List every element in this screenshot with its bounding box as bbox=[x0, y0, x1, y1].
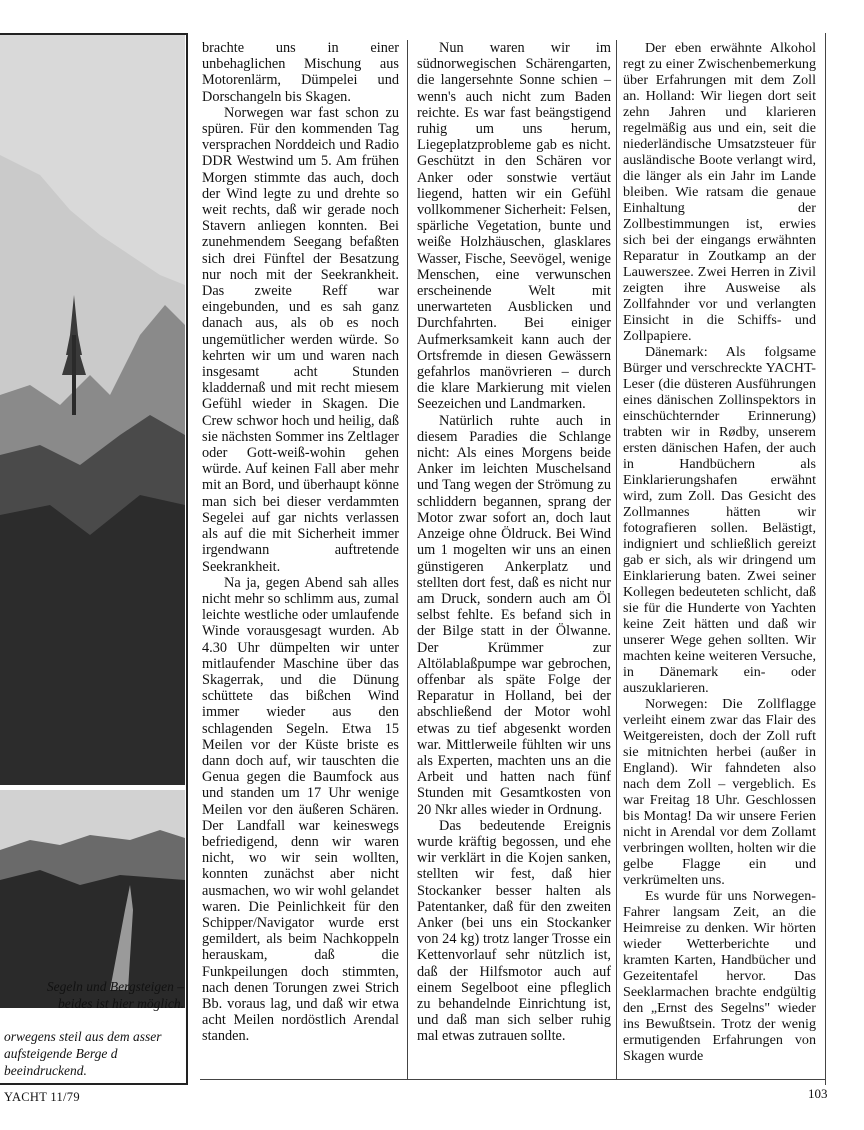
page-number: 103 bbox=[808, 1086, 828, 1101]
photo-fjord-image bbox=[0, 790, 185, 1008]
paragraph: Norwegen: Die Zollflagge verleiht einem zwar das Flair des Weitgereisten, doch der Zoll ruft sie mitnichten herbei (außer in England). Wir fahndeten also nach dem Zoll – vergeblich. Es war Freitag 18 Uhr. Geschlossen bis Montag! Da wir unsere Ferien nicht in Arendal vor dem Zollamt verbringen wollten, holten wir die gelbe Flagge ein und verkrümelten uns. bbox=[623, 696, 816, 888]
photo-caption-bottom: orwegens steil aus dem asser aufsteigende Berge d beeindruckend. bbox=[4, 1029, 162, 1078]
paragraph: Norwegen war fast schon zu spüren. Für den kommenden Tag versprachen Norddeich und Radio DDR Westwind um 5. Am frühen Morgen stimmte das auch, doch der Wind legte zu und drehte so weit rechts, daß wir gerade noch Stavern anliegen konnten. Bei zunehmendem Seegang befaßten sich drei Fünftel der Besatzung nur noch mit der Seekrankheit. Das zweite Reff war eingebunden, und es sah ganz danach aus, als ob es noch ungemütlicher werden würde. So kehrten wir um und waren nach insgesamt acht Stunden kladdernaß und mit recht miesem Gefühl wieder in Skagen. Die Crew schwor hoch und heilig, daß sie nächsten Sommer ins Zeltlager oder Gott-weiß-wohin gehen würde. Auf keinen Fall aber mehr mit an Bord, und überhaupt könne man sich bei dieser verdammten Segelei auf gar nichts verlassen als auf die mit Sicherheit immer irgendwann auftretende Seekrankheit. bbox=[202, 104, 399, 575]
paragraph: brachte uns in einer unbehaglichen Mischung aus Motorenlärm, Dümpelei und Dorschangeln bis Skagen. bbox=[202, 40, 399, 105]
paragraph: Natürlich ruhte auch in diesem Paradies die Schlange nicht: Als eines Morgens beide Anker im leichten Muschelsand und Tang wegen der Strömung zu schliddern begannen, sprang der Motor zwar sofort an, doch laut Anzeige ohne Öldruck. Bei Wind um 1 mogelten wir uns an einen günstigeren Ankerplatz und stellten dort fest, daß es nicht nur am Druck, sondern auch am Öl selbst fehlte. Es befand sich in der Bilge statt in der Ölwanne. Der Krümmer zur Altölablaßpumpe war gebrochen, offenbar als späte Folge der Reparatur in Holland, bei der abschließend der Motor wohl etwas zu tief abgesenkt worden war. Mittlerweile fühlten wir uns als Experten, machten uns an die Arbeit und hatten nach fünf Stunden mit Gesamtkosten von 20 Nkr alles wieder in Ordnung. bbox=[417, 412, 611, 818]
paragraph: Na ja, gegen Abend sah alles nicht mehr so schlimm aus, zumal leichte westliche oder umlaufende Winde vorausgesagt wurden. Ab 4.30 Uhr dümpelten wir unter mitlaufender Maschine über das Skagerrak, und die Dünung schüttete das bißchen Wind immer wieder aus den schlagenden Segeln. Etwa 15 Meilen vor der Küste briste es dann doch auf, wir tauschten die Genua gegen die Baumfock aus und standen um 17 Uhr wenige Meilen vor den äußeren Schären. Der Landfall war keineswegs befriedigend, denn wir waren nicht, wo wir sein wollten, konnten zunächst aber nicht ausmachen, wo wir wohl gelandet waren. Die Peinlichkeit für den Schipper/Navigator wurde erst gemildert, als beim Nachkoppeln herauskam, daß die Funkpeilungen doch stimmten, nach denen Torungen zwei Strich Bb. voraus lag, und daß wir etwa acht Meilen nordöstlich Arendal standen. bbox=[202, 574, 399, 1045]
column-divider bbox=[616, 40, 617, 1080]
photo-mountain-image bbox=[0, 35, 185, 785]
paragraph: Das bedeutende Ereignis wurde kräftig begossen, und ehe wir verklärt in die Kojen sanken, stellten wir fest, daß hier Stockanker besser halten als Patentanker, daß für den zweiten Anker (bei uns ein Stockanker von 24 kg) trotz langer Trosse ein Kettenvorlauf sehr nützlich ist, daß der Hilfsmotor auch auf einem Segelboot eine pfleglich zu behandelnde Einrichtung ist, und daß man sich selber ruhig mal etwas zutrauen sollte. bbox=[417, 817, 611, 1045]
photo-frame bbox=[0, 33, 188, 1085]
right-divider bbox=[825, 33, 826, 1085]
photo-mountain-sailing bbox=[0, 35, 185, 785]
paragraph: Nun waren wir im südnorwegischen Schärengarten, die langersehnte Sonne schien – wenn's auch nicht zum Baden reichte. Es war fast beängstigend ruhig um uns herum, Liegeplatzprobleme gab es nicht. Geschützt in den Schären vor Anker oder sonstwie vertäut liegend, hatten wir ein Gefühl vollkommener Sicherheit: Felsen, spärliche Vegetation, bunte und weiße Holzhäuschen, glasklares Wasser, Fische, Seevögel, wenige Menschen, eine verwunschen erscheinende Welt mit unerwarteten Ausblicken und Durchfahrten. Bei einiger Aufmerksamkeit kann auch der Ortsfremde in diesen Gewässern gefahrlos manövrieren – durch die klare Markierung mit vielen Seezeichen und Landmarken. bbox=[417, 40, 611, 413]
photo-caption-top: Segeln und Bergsteigen – beides ist hier möglich. bbox=[46, 979, 184, 1011]
magazine-issue: YACHT 11/79 bbox=[4, 1090, 80, 1104]
column-divider bbox=[407, 40, 408, 1080]
bottom-divider bbox=[200, 1079, 825, 1080]
paragraph: Der eben erwähnte Alkohol regt zu einer Zwischenbemerkung über Erfahrungen mit dem Zoll an. Holland: Wir liegen dort seit zehn Jahren und klarieren regelmäßig aus und ein, seit die niederländische Umsatzsteuer für ausländische Boote verlangt wird, die länger als ein Jahr im Lande bleiben. Wie ratsam die genaue Einhaltung der Zollbestimmungen ist, erwies sich bei der eingangs erwähnten Reparatur in Zoutkamp an der Lauwerszee. Zwei Herren in Zivil zeigten ihre Ausweise als Zollfahnder vor und verlangten Einsicht in die Schiffs- und Zollpapiere. bbox=[623, 40, 816, 344]
photo-fjord bbox=[0, 790, 185, 1008]
paragraph: Es wurde für uns Norwegen-Fahrer langsam Zeit, an die Heimreise zu denken. Wir hörten wieder Wetterberichte und kramten Karten, Handbücher und Gezeitentafel hervor. Das Seeklarmachen brachte endgültig den „Ernst des Segelns" wieder ins Bewußtsein. Trotz der wenig ermutigenden Erfahrungen von Skagen wurde bbox=[623, 888, 816, 1064]
text-column-1 bbox=[202, 40, 399, 1045]
text-column-3 bbox=[623, 40, 816, 1064]
text-column-2 bbox=[417, 40, 611, 1045]
paragraph: Dänemark: Als folgsame Bürger und verschreckte YACHT-Leser (die düsteren Ausführungen eines dänischen Zollinspektors in einschüchternder Erinnerung) trabten wir in Rødby, unserem ersten dänischen Hafen, der auch in Handbüchern als Einklarierungshafen erwähnt wird, zum Zoll. Das Gesicht des Zollmannes hätten wir fotografieren sollen. Belästigt, indigniert und schließlich gereizt gab er sich, als wir dringend um Einklarierung baten. Zwei seiner Kollegen bedeuteten schlicht, daß sie für die Hunderte von Yachten keine Zeit hätten und daß wir unserer Wege gehen sollten. Wir machten keine weiteren Versuche, in Dänemark ein- oder auszuklarieren. bbox=[623, 344, 816, 696]
